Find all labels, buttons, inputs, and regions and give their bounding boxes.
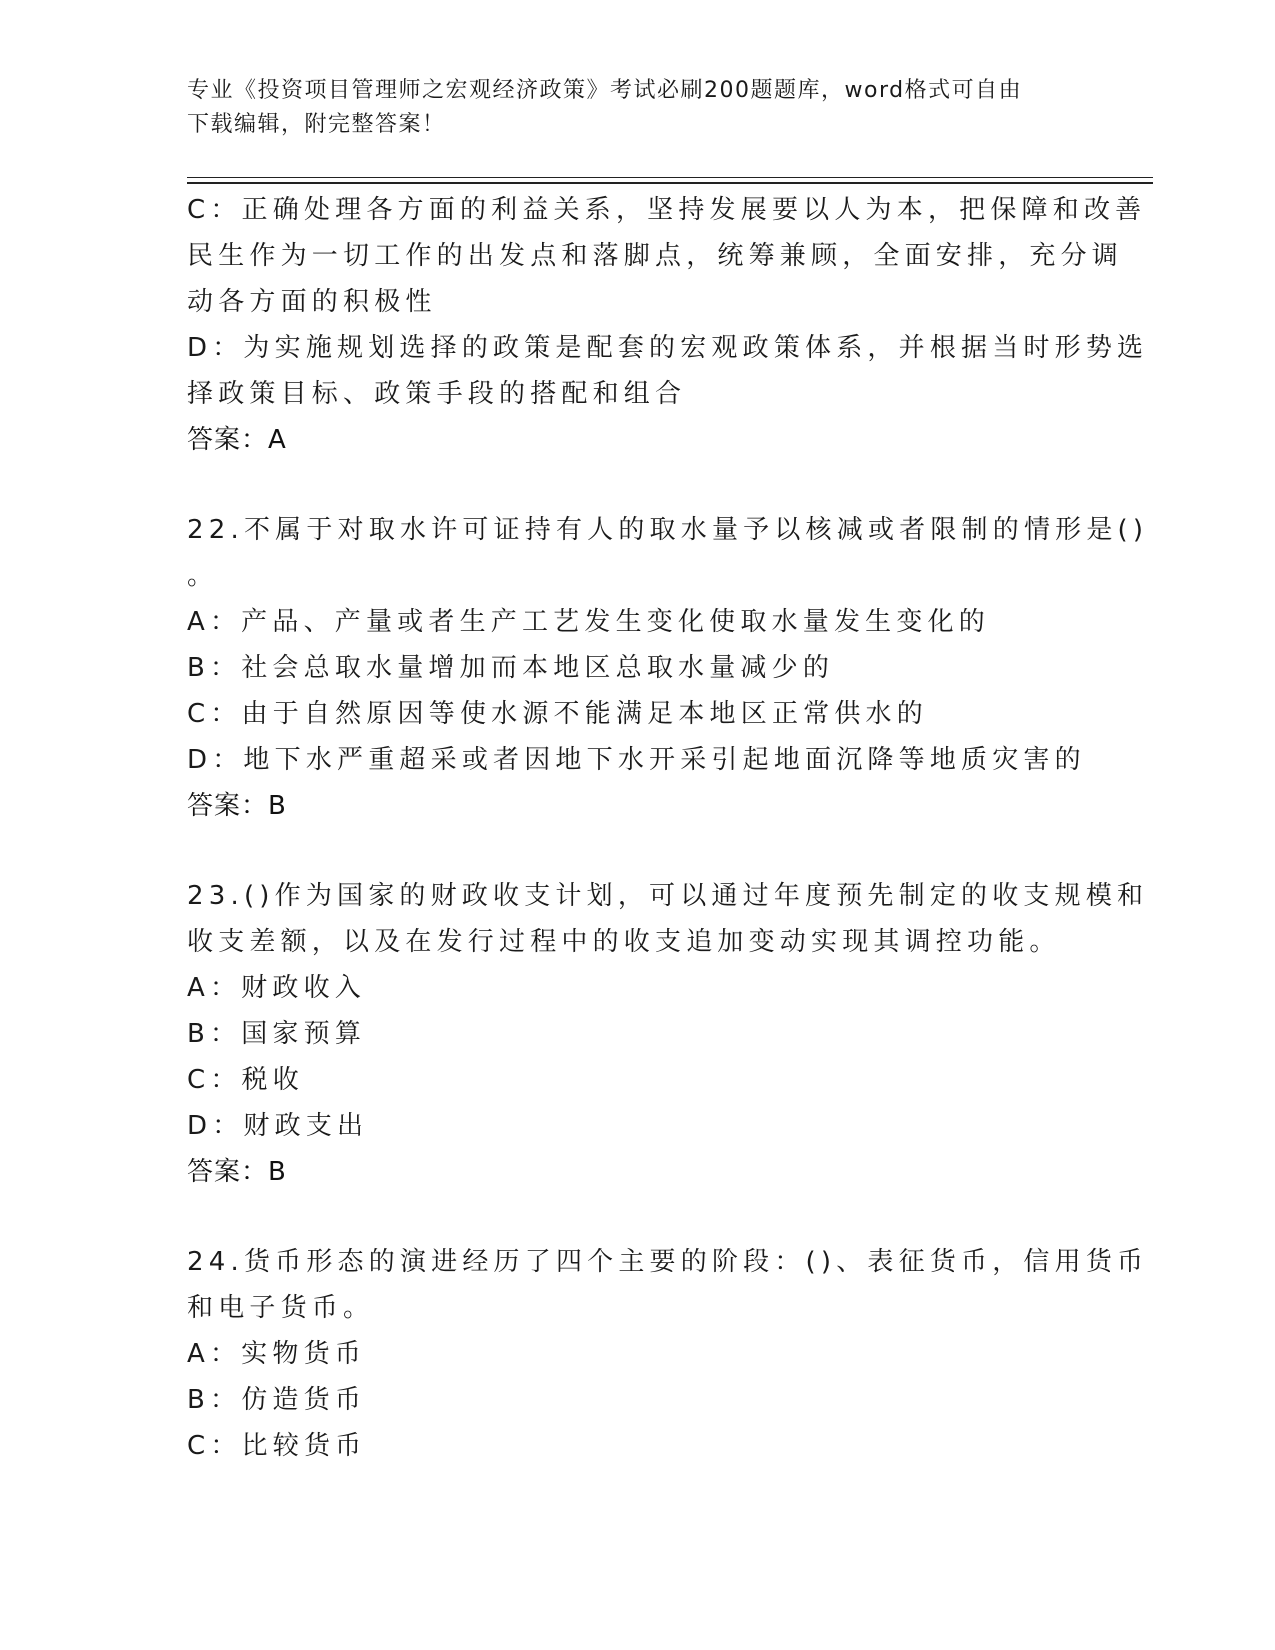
document-body — [187, 187, 1149, 1469]
option-c: C：由于自然原因等使水源不能满足本地区正常供水的 — [187, 699, 928, 729]
question-24 — [187, 1239, 1149, 1469]
question-stem-line: 22.不属于对取水许可证持有人的取水量予以核减或者限制的情形是() — [187, 515, 1149, 545]
option-text-line: 动各方面的积极性 — [187, 287, 437, 317]
option-a: A：产品、产量或者生产工艺发生变化使取水量发生变化的 — [187, 607, 990, 637]
option-b: B：国家预算 — [187, 1019, 367, 1049]
option-text-line: 择政策目标、政策手段的搭配和组合 — [187, 379, 687, 409]
question-stem-line: 23.()作为国家的财政收支计划，可以通过年度预先制定的收支规模和 — [187, 881, 1149, 911]
option-d: D：地下水严重超采或者因地下水开采引起地面沉降等地质灾害的 — [187, 745, 1086, 775]
answer-line: 答案：B — [187, 1157, 287, 1187]
question-22 — [187, 507, 1149, 829]
answer-line: 答案：A — [187, 425, 287, 455]
previous-question-tail — [187, 187, 1149, 463]
option-b: B：社会总取水量增加而本地区总取水量减少的 — [187, 653, 835, 683]
header-line-1: 专业《投资项目管理师之宏观经济政策》考试必刷200题题库，word格式可自由 — [187, 78, 1023, 103]
question-stem-line: 和电子货币。 — [187, 1293, 375, 1323]
question-stem-line: 收支差额，以及在发行过程中的收支追加变动实现其调控功能。 — [187, 927, 1061, 957]
question-23 — [187, 873, 1149, 1195]
option-c: C：税收 — [187, 1065, 304, 1095]
header-divider-thin — [187, 177, 1153, 178]
option-b: B：仿造货币 — [187, 1385, 367, 1415]
option-a: A：财政收入 — [187, 973, 366, 1003]
answer-line: 答案：B — [187, 791, 287, 821]
header-divider-thick — [187, 182, 1153, 184]
question-stem-line: 24.货币形态的演进经历了四个主要的阶段：()、表征货币，信用货币 — [187, 1247, 1149, 1277]
option-text-line: C：正确处理各方面的利益关系，坚持发展要以人为本，把保障和改善 — [187, 195, 1147, 225]
option-c: C：比较货币 — [187, 1431, 367, 1461]
header-line-2: 下载编辑，附完整答案！ — [187, 112, 446, 137]
question-stem-line: 。 — [187, 561, 219, 591]
option-d: D：财政支出 — [187, 1111, 369, 1141]
option-a: A：实物货币 — [187, 1339, 366, 1369]
document-header — [187, 74, 1067, 142]
option-text-line: 民生作为一切工作的出发点和落脚点，统筹兼顾，全面安排，充分调 — [187, 241, 1124, 271]
option-text-line: D：为实施规划选择的政策是配套的宏观政策体系，并根据当时形势选 — [187, 333, 1149, 363]
